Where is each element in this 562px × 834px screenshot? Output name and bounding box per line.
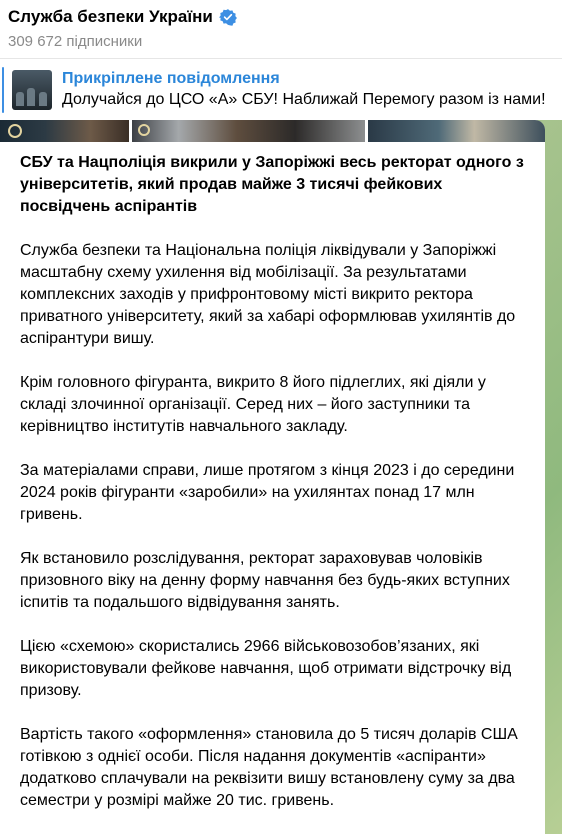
verified-badge-icon <box>219 8 237 26</box>
pinned-indicator <box>2 67 4 113</box>
pinned-text <box>62 70 546 109</box>
post-paragraph: Цією «схемою» скористались 2966 військовозобов’язаних, які використовували фейкове навчання, щоб отримати відстрочку від призову. <box>20 638 512 699</box>
post-paragraph: Служба безпеки та Національна поліція ліквідували у Запоріжжі масштабну схему ухилення від мобілізації. За результатами комплексних заходів у прифронтовому місті викрито ректора приватного університету, який за хабарі оформлював ухилянтів до аспірантури вишу. <box>20 242 516 347</box>
channel-title[interactable]: Служба безпеки України <box>8 7 213 26</box>
post-paragraph: Вартість такого «оформлення» становила до 5 тисяч доларів США готівкою з однієї особи. Після надання документів «аспіранти» додатково сплачували на реквізити вишу встановлену суму за два семестри у розмірі майже 20 тис. гривень. <box>20 726 518 809</box>
album-photo-3[interactable] <box>368 120 545 142</box>
post-paragraph: Крім головного фігуранта, викрито 8 його підлеглих, які діяли у складі злочинної організації. Серед них – його заступники та керівництво інститутів навчального закладу. <box>20 374 486 435</box>
post-paragraph: За матеріалами справи, лише протягом з кінця 2023 і до середини 2024 років фігуранти «заробили» на ухилянтах понад 17 млн гривень. <box>20 462 515 523</box>
pinned-message-preview: Долучайся до ЦСО «А» СБУ! Наближай Перемогу разом із нами! <box>62 91 546 108</box>
sbu-emblem-icon <box>138 124 150 136</box>
post-paragraph: Як встановило розслідування, ректорат зараховував чоловіків призовного віку на денну форму навчання без будь-яких вступних іспитів та подальшого відвідування занять. <box>20 550 510 611</box>
album-photo-1[interactable] <box>0 120 129 142</box>
post-headline: СБУ та Нацполіція викрили у Запоріжжі весь ректорат одного з університетів, який продав майже 3 тисячі фейкових посвідчень аспірантів <box>20 154 524 215</box>
photo-album[interactable] <box>0 120 545 142</box>
channel-header[interactable] <box>0 0 562 58</box>
channel-title-row <box>8 6 562 28</box>
post-content <box>20 152 535 812</box>
pinned-label: Прикріплене повідомлення <box>62 70 280 87</box>
sbu-emblem-icon <box>8 124 22 138</box>
pinned-thumbnail <box>12 70 52 110</box>
pinned-message-bar[interactable] <box>0 58 562 120</box>
message-bubble <box>0 120 545 834</box>
subscriber-count: 309 672 підписники <box>8 33 143 50</box>
album-photo-2[interactable] <box>132 120 365 142</box>
